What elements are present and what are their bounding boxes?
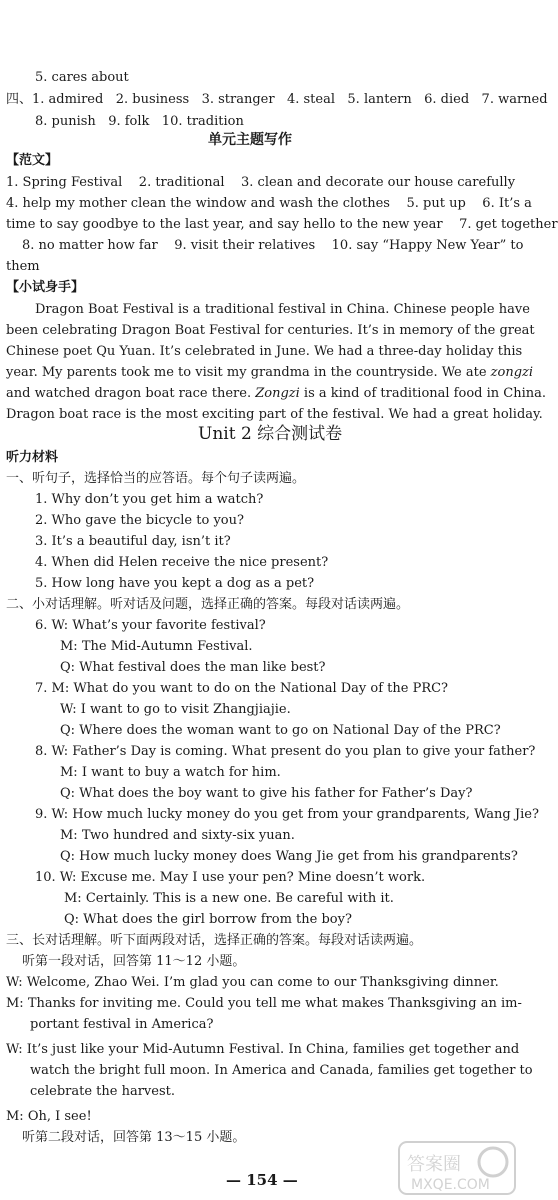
text-line: 7. M: What do you want to do on the National Day of the PRC?: [35, 681, 449, 696]
text-line: M: I want to buy a watch for him.: [60, 765, 281, 780]
text-line: celebrate the harvest.: [30, 1084, 175, 1099]
text-line: watch the bright full moon. In America and Canada, families get together to: [30, 1063, 533, 1078]
watermark-logo: [397, 1140, 517, 1196]
text-line: 二、小对话理解。听对话及问题，选择正确的答案。每段对话读两遍。: [6, 597, 410, 612]
text-line: M: Two hundred and sixty-six yuan.: [60, 828, 295, 843]
text-line: 一、听句子，选择恰当的应答语。每个句子读两遍。: [6, 471, 306, 486]
text-line: been celebrating Dragon Boat Festival for centuries. It’s in memory of the great: [6, 323, 535, 338]
text-line: portant festival in America?: [30, 1017, 214, 1032]
text-line: 1. Spring Festival 2. traditional 3. clean and decorate our house carefully: [6, 175, 516, 190]
svg-text:答案圈: 答案圈: [407, 1154, 461, 1175]
text-line: 听第二段对话，回答第 13～15 小题。: [22, 1130, 246, 1145]
text-line: Chinese poet Qu Yuan. It’s celebrated in June. We had a three-day holiday this: [6, 344, 523, 359]
text-line: 4. help my mother clean the window and wash the clothes 5. put up 6. It’s a: [6, 196, 532, 211]
text-line: 9. W: How much lucky money do you get from your grandparents, Wang Jie?: [35, 807, 539, 822]
text-line: 听第一段对话，回答第 11～12 小题。: [22, 954, 246, 969]
text-line: them: [6, 259, 40, 274]
text-line: 6. W: What’s your favorite festival?: [35, 618, 266, 633]
text-line: 三、长对话理解。听下面两段对话，选择正确的答案。每段对话读两遍。: [6, 933, 423, 948]
text-line: Q: What festival does the man like best?: [60, 660, 326, 675]
text-line: 8. punish 9. folk 10. tradition: [35, 114, 244, 129]
text-line: M: The Mid-Autumn Festival.: [60, 639, 253, 654]
text-line: 听力材料: [6, 450, 59, 465]
text-line: Q: What does the boy want to give his father for Father’s Day?: [60, 786, 473, 801]
text-line: 5. cares about: [35, 70, 129, 85]
text-line: W: It’s just like your Mid-Autumn Festival. In China, families get together and: [6, 1042, 520, 1057]
text-line: 4. When did Helen receive the nice present?: [35, 555, 329, 570]
text-line: W: Welcome, Zhao Wei. I’m glad you can come to our Thanksgiving dinner.: [6, 975, 499, 990]
page-number: — 154 —: [226, 1171, 298, 1189]
text-line: 5. How long have you kept a dog as a pet?: [35, 576, 315, 591]
text-line: W: I want to go to visit Zhangjiajie.: [60, 702, 291, 717]
text-line: 8. no matter how far 9. visit their relatives 10. say “Happy New Year” to: [22, 238, 524, 253]
text-line: 3. It’s a beautiful day, isn’t it?: [35, 534, 231, 549]
text-line: 10. W: Excuse me. May I use your pen? Mine doesn’t work.: [35, 870, 426, 885]
text-line: 1. Why don’t you get him a watch?: [35, 492, 264, 507]
text-line: 2. Who gave the bicycle to you?: [35, 513, 244, 528]
text-line: year. My parents took me to visit my grandma in the countryside. We ate zongzi: [6, 365, 534, 380]
text-line: M: Oh, I see!: [6, 1109, 92, 1124]
text-line: Dragon Boat Festival is a traditional festival in China. Chinese people have: [35, 302, 530, 317]
text-line: M: Certainly. This is a new one. Be careful with it.: [64, 891, 394, 906]
text-line: Q: Where does the woman want to go on National Day of the PRC?: [60, 723, 501, 738]
text-line: Q: What does the girl borrow from the boy?: [64, 912, 352, 927]
text-line: 8. W: Father’s Day is coming. What present do you plan to give your father?: [35, 744, 536, 759]
text-line: Dragon boat race is the most exciting part of the festival. We had a great holiday.: [6, 407, 543, 422]
text-line: 【范文】: [6, 153, 59, 168]
text-line: and watched dragon boat race there. Zongzi is a kind of traditional food in China.: [6, 386, 546, 401]
text-line: 【小试身手】: [6, 280, 85, 295]
text-line: 四、1. admired 2. business 3. stranger 4. steal 5. lantern 6. died 7. warned: [6, 92, 548, 107]
text-line: Q: How much lucky money does Wang Jie get from his grandparents?: [60, 849, 518, 864]
text-line: time to say goodbye to the last year, and say hello to the new year 7. get together: [6, 217, 558, 232]
unit-title: Unit 2 综合测试卷: [198, 424, 343, 444]
svg-text:MXQE.COM: MXQE.COM: [411, 1177, 490, 1193]
section-title-writing: 单元主题写作: [208, 132, 292, 148]
text-line: M: Thanks for inviting me. Could you tell me what makes Thanksgiving an im-: [6, 996, 522, 1011]
